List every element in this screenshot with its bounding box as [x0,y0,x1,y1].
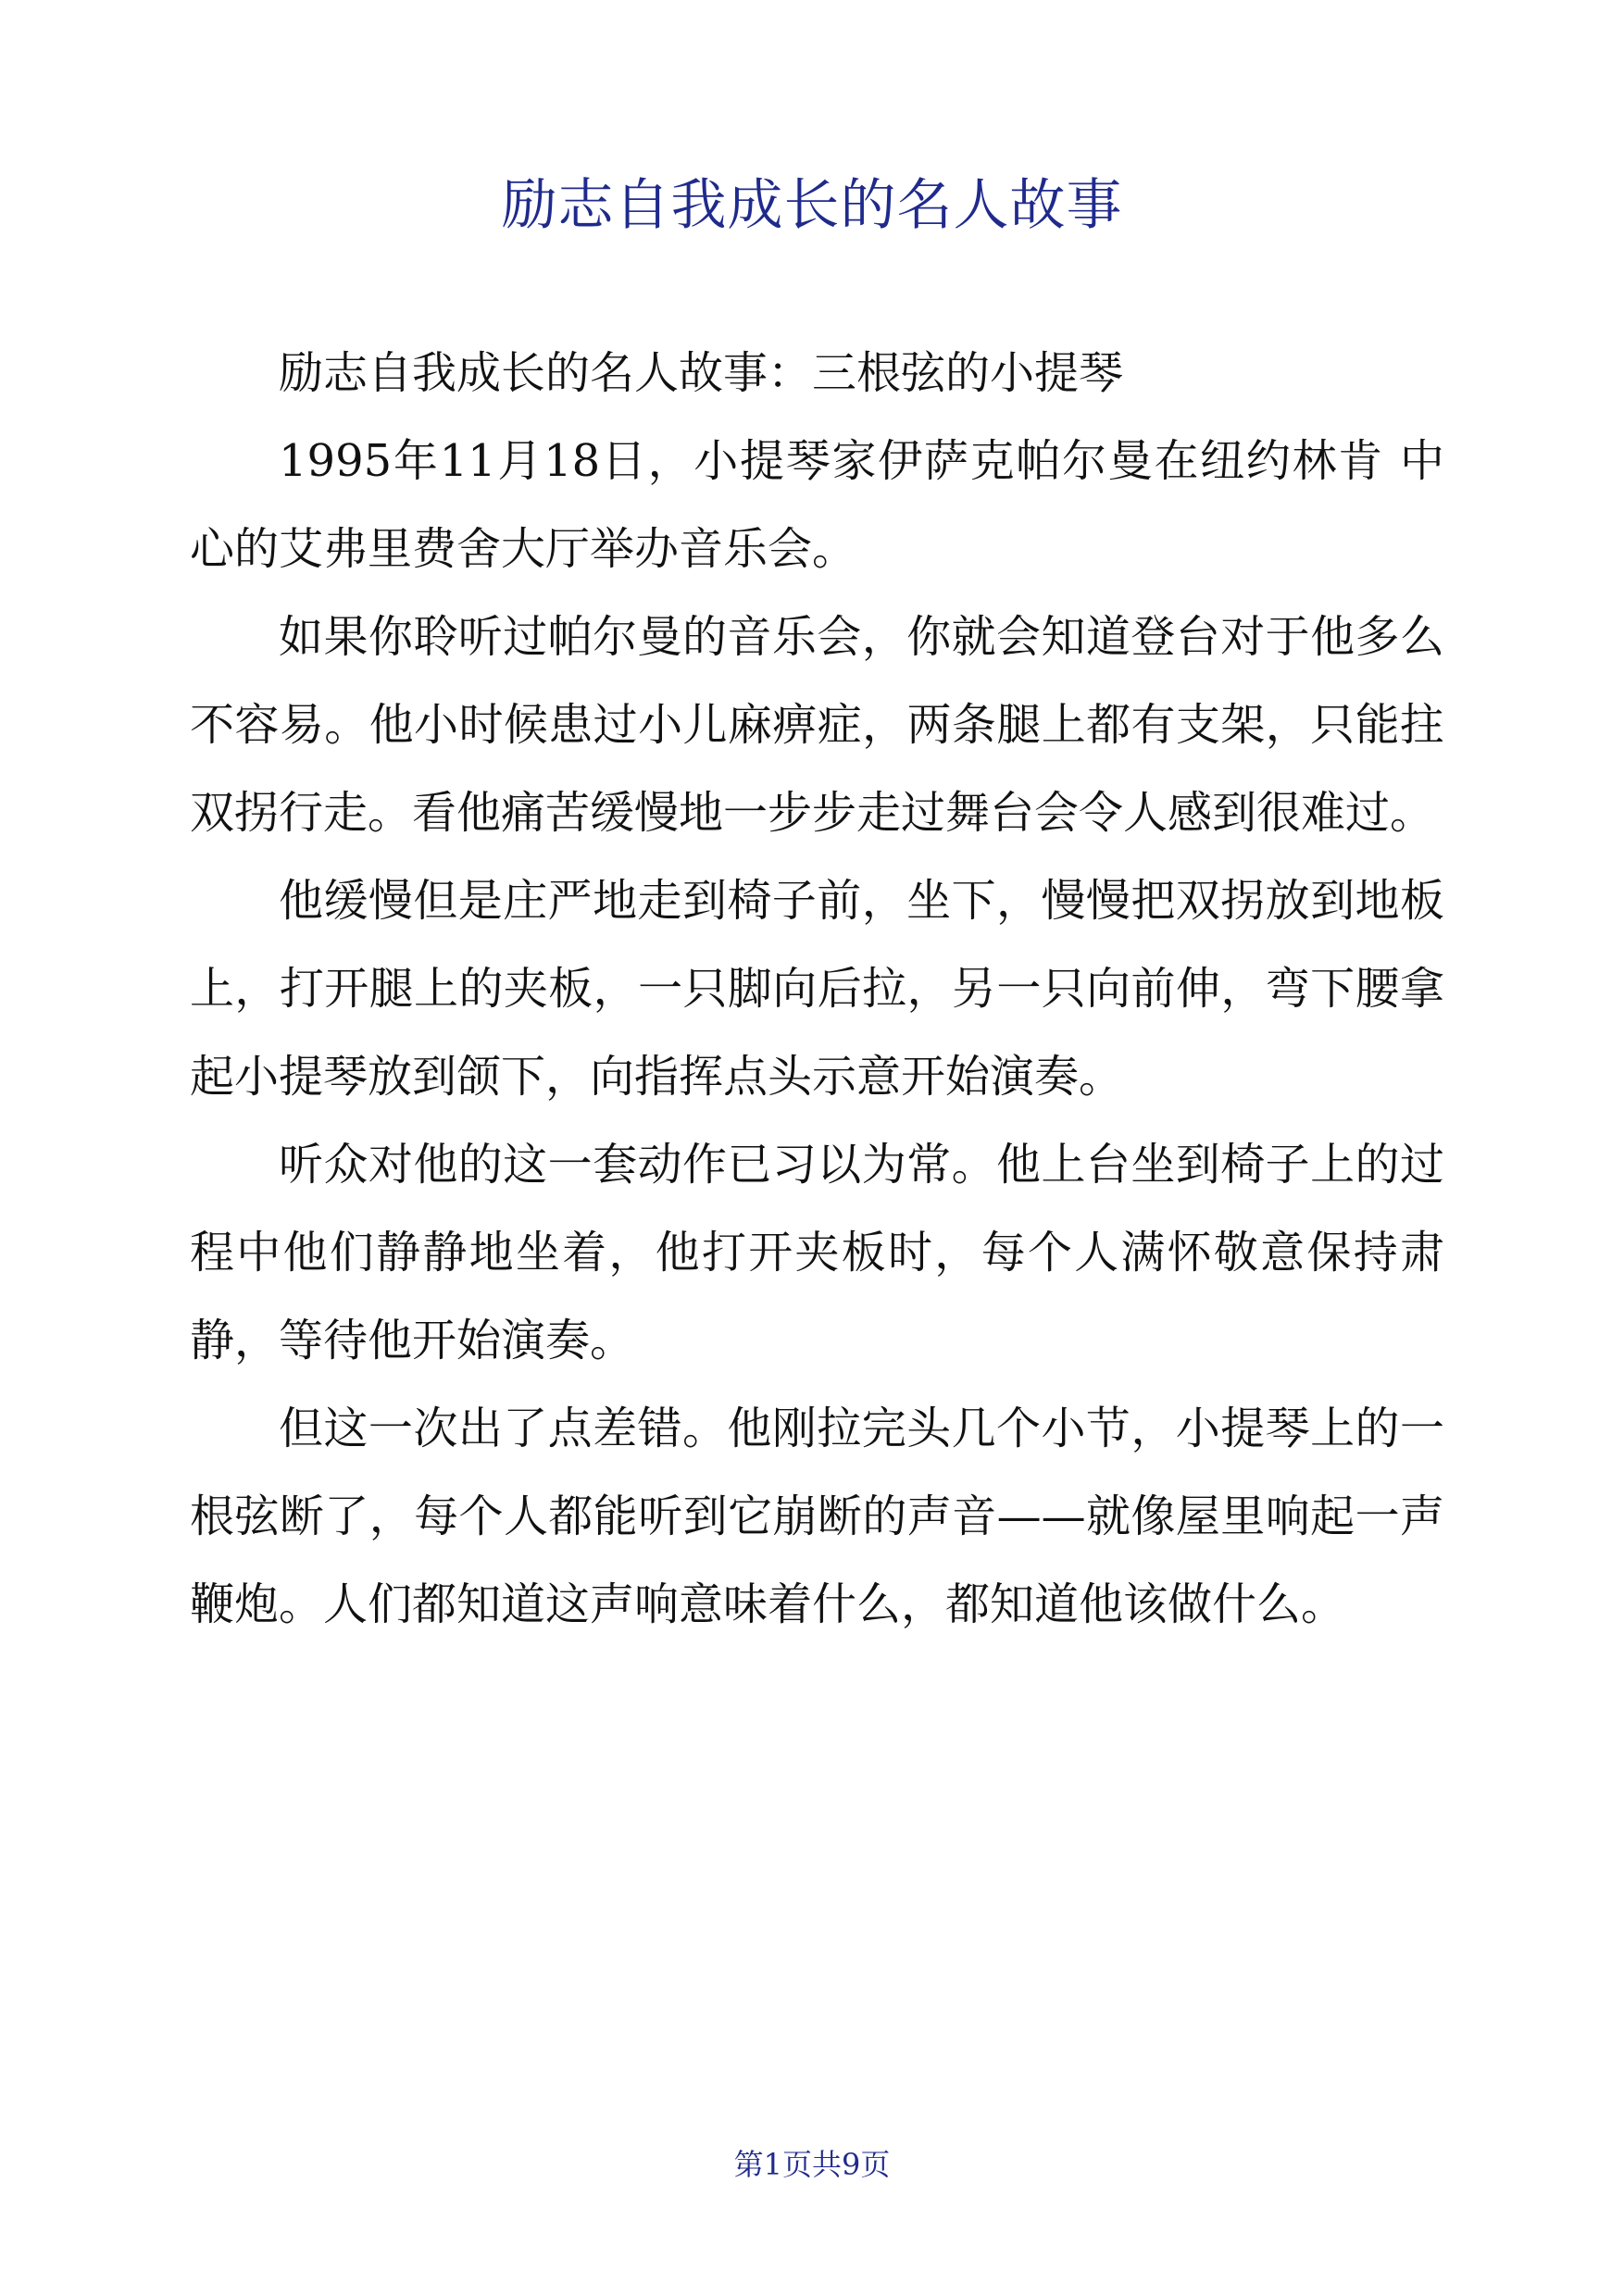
document-body [190,330,1444,1649]
paragraph: 1995年11月18日，小提琴家伊萨克帕尔曼在纽约林肯 中心的艾弗里费舍大厅举办音乐会。 [190,435,1444,575]
document-title: 励志自我成长的名人故事 [501,173,1123,238]
paragraph: 如果你聆听过帕尔曼的音乐会，你就会知道登台对于他多么不容易。他小时候患过小儿麻痹症，两条腿上都有支架，只能拄双拐行走。看他痛苦缓慢地一步步走过舞台会令人感到很难过。 [190,611,1444,839]
paragraph: 他缓慢但是庄严地走到椅子前，坐下，慢慢把双拐放到地板上，打开腿上的夹板，一只脚向后拉，另一只向前伸，弯下腰拿起小提琴放到颌下，向指挥点头示意开始演奏。 [190,875,1444,1103]
paragraph-subtitle: 励志自我成长的名人故事：三根弦的小提琴 [279,347,1124,399]
paragraph: 但这一次出了点差错。他刚拉完头几个小节，小提琴上的一根弦断了，每个人都能听到它崩断的声音——就像屋里响起一声鞭炮。人们都知道这声响意味着什么，都知道他该做什么。 [190,1403,1444,1630]
paragraph: 听众对他的这一套动作已习以为常。他上台坐到椅子上的过程中他们静静地坐着，他打开夹板时，每个人满怀敬意保持肃静，等待他开始演奏。 [190,1139,1444,1366]
page-number-footer: 第1页共9页 [733,2147,891,2182]
